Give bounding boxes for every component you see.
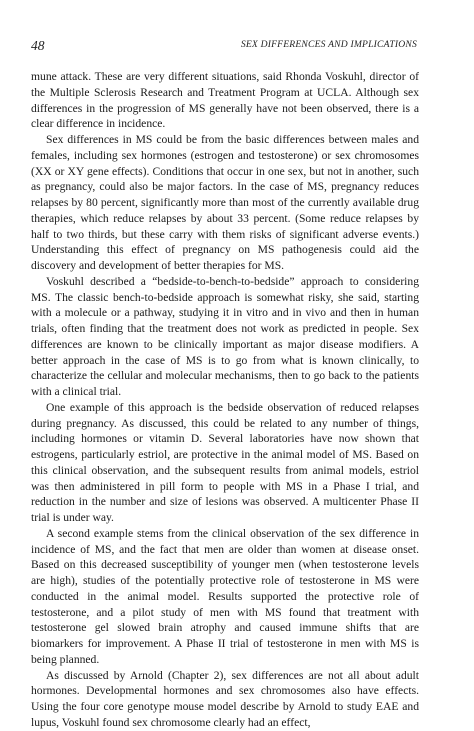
body-text (31, 69, 419, 731)
paragraph: mune attack. These are very different situations, said Rhonda Voskuhl, director of the Multiple Sclerosis Research and Treatment Program at UCLA. Although sex differences in the progression of MS generally have not been observed, there is a clear difference in incidence. (31, 70, 419, 131)
page-number: 48 (31, 38, 45, 53)
paragraph: As discussed by Arnold (Chapter 2), sex differences are not all about adult hormones. Developmental hormones and sex chromosomes also have effects. Using the four core genotype mouse model describe by Arnold to study EAE and lupus, Voskuhl found sex chromosome clearly had an effect, (31, 668, 419, 729)
paragraph: One example of this approach is the bedside observation of reduced relapses during pregnancy. As discussed, this could be related to any number of things, including hormones or vitamin D. Several laboratories have now shown that estrogens, particularly estriol, are protective in the animal model of MS. Based on this clinical observation, and the subsequent results from animal models, estriol was then administered in pill form to people with MS in a Phase I trial, and reduction in the number and size of lesions was observed. A multicenter Phase II trial is under way. (31, 400, 419, 524)
paragraph: Voskuhl described a “bedside-to-bench-to-bedside” approach to considering MS. The classic bench-to-bedside approach is somewhat risky, she said, starting with a molecule or a pathway, studying it in vitro and in vivo and then in human trials, often finding that the treatment does not work as predicted in people. Sex differences are known to be clinically important as major disease modifiers. A better approach in the case of MS is to go from what is known clinically, to characterize the cellular and molecular mechanisms, then to go back to the patients with a clinical trial. (31, 274, 419, 398)
paragraph: A second example stems from the clinical observation of the sex difference in incidence of MS, and the fact that men are older than women at disease onset. Based on this decreased susceptibility of younger men (when testosterone levels are high), studies of the potentially protective role of testosterone in MS were conducted in the animal model. Results supported the protective role of testosterone, and a pilot study of men with MS found that treatment with testosterone gel slowed brain atrophy and caused immune shifts that are biomarkers for improvement. A Phase II trial of testosterone in men with MS is being planned. (31, 526, 419, 666)
running-title: SEX DIFFERENCES AND IMPLICATIONS (240, 39, 417, 50)
paragraph: Sex differences in MS could be from the basic differences between males and females, including sex hormones (estrogen and testosterone) or sex chromosomes (XX or XY gene effects). Conditions that occur in one sex, but not in another, such as pregnancy, could also be major factors. In the case of MS, pregnancy reduces relapses by 80 percent, significantly more than most of the currently available drug therapies, which reduce relapses by about 33 percent. (Some reduce relapses by half to two thirds, but these carry with them risks of significant adverse events.) Understanding this effect of pregnancy on MS pathogenesis could aid the discovery and development of better therapies for MS. (31, 133, 419, 272)
